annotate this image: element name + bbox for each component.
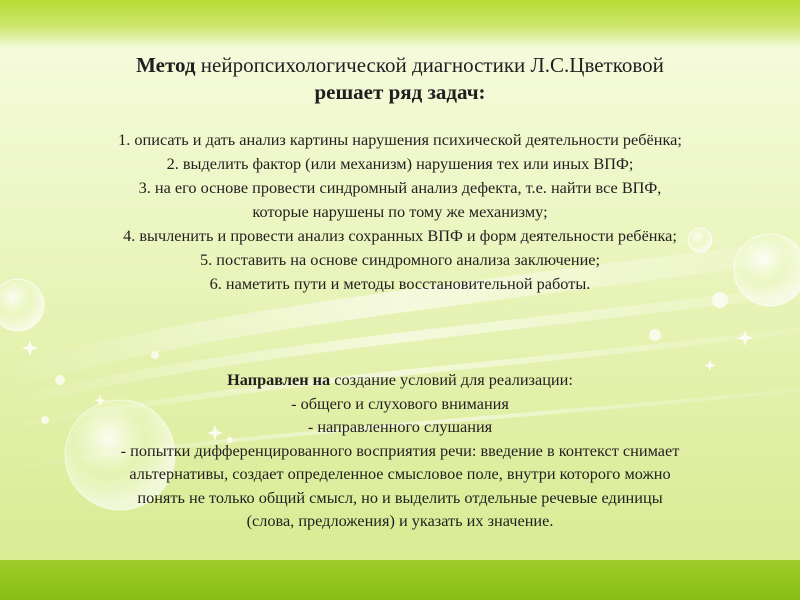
bottom-green-band — [0, 560, 800, 600]
task-item: 1. описать и дать анализ картины нарушения психической деятельности ребёнка; — [118, 130, 682, 149]
direction-rest: создание условий для реализации: — [330, 370, 573, 389]
direction-line: альтернативы, создает определенное смысловое поле, внутри которого можно — [129, 464, 671, 483]
title-rest: нейропсихологической диагностики Л.С.Цветковой — [195, 53, 664, 77]
tasks-list — [0, 128, 800, 296]
direction-line: - попытки дифференцированного восприятия речи: введение в контекст снимает — [120, 440, 680, 460]
task-item: 3. на его основе провести синдромный анализ дефекта, т.е. найти все ВПФ, — [138, 178, 662, 197]
direction-line: - направленного слушания — [307, 417, 493, 436]
direction-line: (слова, предложения) и указать их значение. — [246, 511, 554, 530]
direction-line: - общего и слухового внимания — [291, 393, 509, 413]
task-item: 5. поставить на основе синдромного анализа заключение; — [199, 250, 601, 269]
direction-heading — [40, 368, 760, 392]
task-item: 4. вычленить и провести анализ сохранных ВПФ и форм деятельности ребёнка; — [123, 226, 677, 245]
direction-bold: Направлен на — [227, 370, 331, 389]
task-item: которые нарушены по тому же механизму; — [252, 202, 548, 221]
direction-block — [40, 368, 760, 533]
task-item: 2. выделить фактор (или механизм) нарушения тех или иных ВПФ; — [166, 154, 634, 173]
slide-content — [0, 52, 800, 296]
slide-title — [0, 52, 800, 78]
title-bold: Метод — [136, 53, 196, 77]
task-item: 6. наметить пути и методы восстановительной работы. — [209, 274, 591, 293]
direction-line: понять не только общий смысл, но и выделить отдельные речевые единицы — [137, 487, 663, 507]
slide-subtitle: решает ряд задач: — [314, 80, 486, 104]
